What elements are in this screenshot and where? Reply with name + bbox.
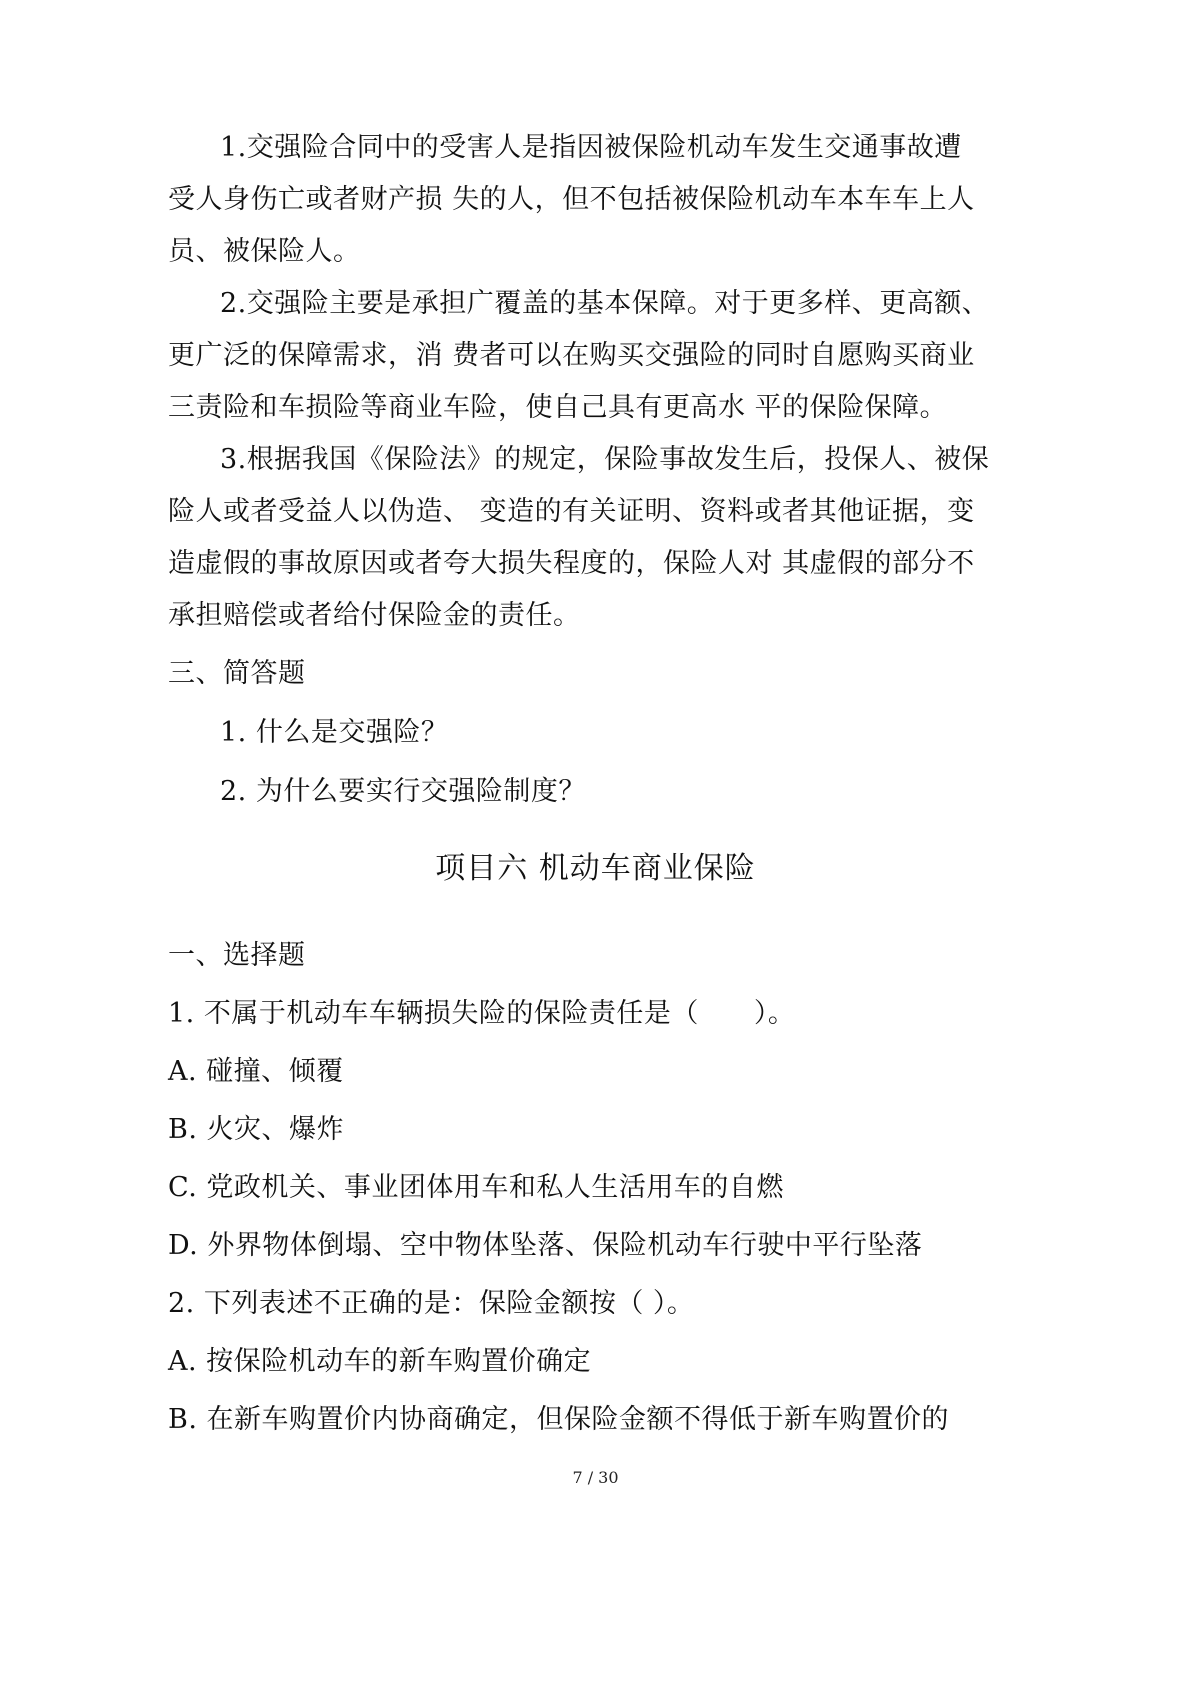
judgment-3-line-2: 险人或者受益人以伪造、 变造的有关证明、资料或者其他证据，变 (168, 496, 975, 527)
choice-q2-option-b: B. 在新车购置价内协商确定，但保险金额不得低于新车购置价的 (168, 1404, 950, 1435)
choice-q1-option-d: D. 外界物体倒塌、空中物体坠落、保险机动车行驶中平行坠落 (168, 1230, 923, 1261)
judgment-1-line-1: 1.交强险合同中的受害人是指因被保险机动车发生交通事故遭 (220, 132, 962, 163)
judgment-1-line-2: 受人身伤亡或者财产损 失的人，但不包括被保险机动车本车车上人 (168, 184, 975, 215)
choice-q2-stem: 2. 下列表述不正确的是：保险金额按（ ）。 (168, 1288, 695, 1319)
choice-q1-option-b: B. 火灾、爆炸 (168, 1114, 345, 1145)
judgment-3-line-3: 造虚假的事故原因或者夸大损失程度的，保险人对 其虚假的部分不 (168, 548, 975, 579)
project-title: 项目六 机动车商业保险 (435, 851, 756, 886)
short-answer-question-2: 2. 为什么要实行交强险制度？ (220, 776, 586, 807)
judgment-3-line-4: 承担赔偿或者给付保险金的责任。 (168, 600, 581, 631)
choice-q2-option-a: A. 按保险机动车的新车购置价确定 (168, 1346, 592, 1377)
page-number: 7 / 30 (572, 1468, 619, 1487)
judgment-2-line-2: 更广泛的保障需求，消 费者可以在购买交强险的同时自愿购买商业 (168, 340, 975, 371)
judgment-1-line-3: 员、被保险人。 (168, 236, 361, 267)
judgment-3-line-1: 3.根据我国《保险法》的规定，保险事故发生后，投保人、被保 (220, 444, 990, 475)
choice-q1-option-c: C. 党政机关、事业团体用车和私人生活用车的自燃 (168, 1172, 784, 1203)
judgment-2-line-1: 2.交强险主要是承担广覆盖的基本保障。对于更多样、更高额、 (220, 288, 990, 319)
choice-heading: 一、选择题 (168, 940, 306, 971)
choice-q1-option-a: A. 碰撞、倾覆 (168, 1056, 344, 1087)
judgment-2-line-3: 三责险和车损险等商业车险，使自己具有更高水 平的保险保障。 (168, 392, 948, 423)
short-answer-question-1: 1. 什么是交强险？ (220, 717, 449, 748)
choice-q1-stem: 1. 不属于机动车车辆损失险的保险责任是（ ）。 (168, 998, 796, 1029)
short-answer-heading: 三、简答题 (168, 658, 306, 689)
